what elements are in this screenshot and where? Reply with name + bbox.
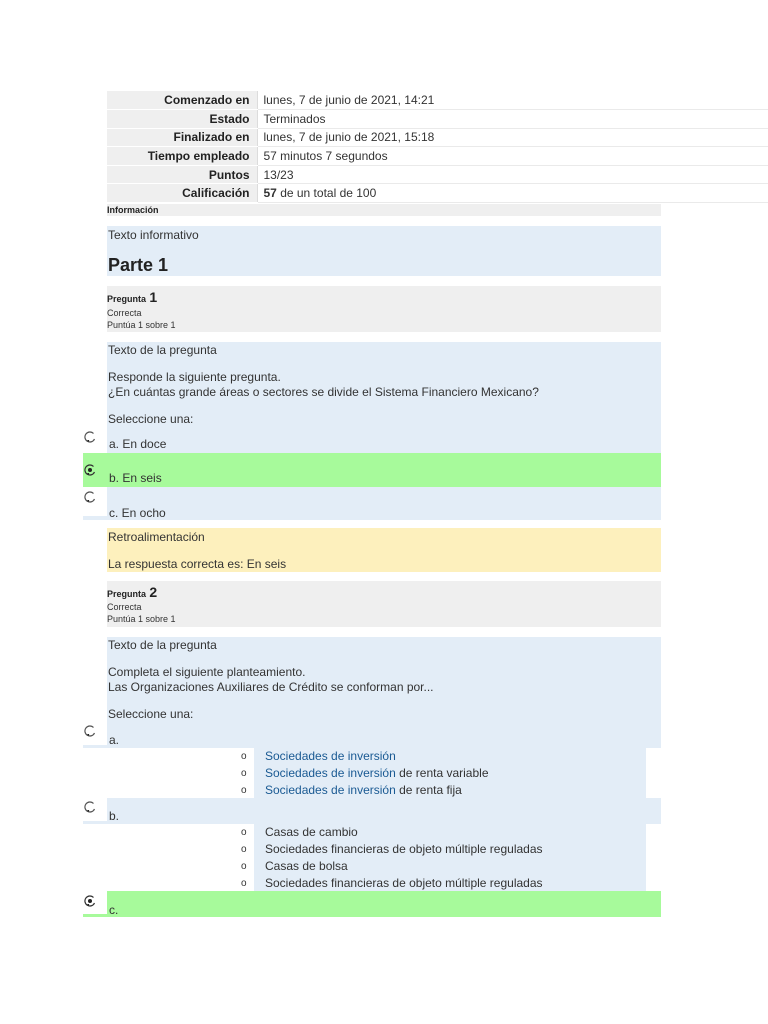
q1-option-a[interactable]: a. En doce	[109, 437, 167, 451]
summary-value	[257, 184, 768, 203]
question-1-grade: Puntúa 1 sobre 1	[107, 320, 176, 330]
list-item	[241, 875, 543, 892]
question-2-grade: Puntúa 1 sobre 1	[107, 614, 176, 624]
list-item-text: de renta fija	[395, 783, 462, 797]
question-2-heading	[107, 584, 157, 600]
summary-row	[107, 128, 768, 147]
question-2-prompt-line1: Completa el siguiente planteamiento.	[108, 665, 306, 679]
question-1-prompt-line2: ¿En cuántas grande áreas o sectores se divide el Sistema Financiero Mexicano?	[108, 385, 539, 399]
summary-row	[107, 91, 768, 110]
bullet-icon: o	[241, 844, 247, 855]
q2-option-a-list	[241, 748, 489, 799]
bullet-icon: o	[241, 827, 247, 838]
radio-unchecked-icon[interactable]	[84, 801, 96, 813]
question-1-select-label: Seleccione una:	[108, 412, 194, 426]
list-item-text: Casas de bolsa	[265, 859, 348, 873]
radio-unchecked-icon[interactable]	[84, 491, 96, 503]
q2-option-c[interactable]: c.	[109, 903, 119, 917]
summary-row	[107, 147, 768, 166]
q2-option-b-list	[241, 824, 543, 892]
question-label: Pregunta	[107, 589, 147, 599]
list-item	[241, 858, 543, 875]
q1-option-c-bg	[107, 487, 661, 520]
summary-value: lunes, 7 de junio de 2021, 14:21	[257, 91, 768, 110]
question-2-info	[107, 581, 661, 627]
list-item-text: de renta variable	[395, 766, 489, 780]
radio-unchecked-icon[interactable]	[84, 431, 96, 443]
list-item	[241, 748, 489, 765]
q2-option-b-bg	[107, 798, 661, 824]
q2-option-c-selected	[107, 891, 661, 917]
q1-option-b-selected	[83, 453, 661, 487]
bullet-icon: o	[241, 861, 247, 872]
grade-score: 57	[263, 186, 277, 201]
q2-option-a[interactable]: a.	[109, 733, 120, 747]
q2-option-b-edge	[83, 821, 107, 824]
question-label: Pregunta	[107, 294, 147, 304]
info-text: Texto informativo	[108, 228, 199, 242]
question-number: 1	[149, 289, 158, 305]
q2-option-b[interactable]: b.	[109, 809, 120, 823]
summary-label: Calificación	[107, 184, 257, 203]
question-1-info	[107, 286, 661, 332]
question-number: 2	[149, 584, 158, 600]
radio-checked-icon[interactable]	[84, 464, 96, 476]
radio-unchecked-icon[interactable]	[84, 725, 96, 737]
info-header-bar	[107, 204, 661, 216]
list-item	[241, 782, 489, 799]
summary-value: 57 minutos 7 segundos	[257, 147, 768, 166]
list-item	[241, 765, 489, 782]
list-item	[241, 841, 543, 858]
question-1-state: Correcta	[107, 308, 142, 318]
bullet-icon: o	[241, 878, 247, 889]
summary-label: Tiempo empleado	[107, 147, 257, 166]
question-2-state: Correcta	[107, 602, 142, 612]
list-item-text: Casas de cambio	[265, 825, 358, 839]
link[interactable]: Sociedades de inversión	[265, 749, 396, 763]
q1-option-c[interactable]: c. En ocho	[109, 506, 166, 520]
list-item	[241, 824, 543, 841]
summary-value: 13/23	[257, 165, 768, 184]
bullet-icon: o	[241, 785, 247, 796]
summary-value: Terminados	[257, 110, 768, 129]
summary-row	[107, 184, 768, 203]
list-item-text: Sociedades financieras de objeto múltiple reguladas	[265, 842, 543, 856]
link[interactable]: Sociedades de inversión	[265, 783, 396, 797]
grade-total: de un total de 100	[276, 186, 377, 201]
radio-checked-icon[interactable]	[84, 895, 96, 907]
q1-option-b[interactable]: b. En seis	[109, 471, 162, 485]
summary-row	[107, 110, 768, 129]
q2-option-c-edge	[83, 914, 107, 917]
question-1-prompt-line1: Responde la siguiente pregunta.	[108, 370, 281, 384]
summary-label: Estado	[107, 110, 257, 129]
summary-label: Puntos	[107, 165, 257, 184]
summary-label: Comenzado en	[107, 91, 257, 110]
question-1-text-label: Texto de la pregunta	[108, 343, 217, 357]
summary-value: lunes, 7 de junio de 2021, 15:18	[257, 128, 768, 147]
link[interactable]: Sociedades de inversión	[265, 766, 396, 780]
question-2-prompt-line2: Las Organizaciones Auxiliares de Crédito se conforman por...	[108, 680, 434, 694]
bullet-icon: o	[241, 768, 247, 779]
list-item-text: Sociedades financieras de objeto múltiple reguladas	[265, 876, 543, 890]
section-title: Parte 1	[108, 255, 169, 275]
q2-option-a-edge	[83, 745, 107, 748]
bullet-icon: o	[241, 751, 247, 762]
summary-row	[107, 165, 768, 184]
question-1-heading	[107, 289, 157, 305]
attempt-summary-table	[107, 91, 768, 203]
feedback-label: Retroalimentación	[108, 530, 205, 544]
question-2-select-label: Seleccione una:	[108, 707, 194, 721]
info-header: Información	[107, 205, 159, 215]
q1-option-c-edge	[83, 516, 107, 520]
summary-label: Finalizado en	[107, 128, 257, 147]
feedback-text: La respuesta correcta es: En seis	[108, 557, 287, 571]
question-2-text-label: Texto de la pregunta	[108, 638, 217, 652]
